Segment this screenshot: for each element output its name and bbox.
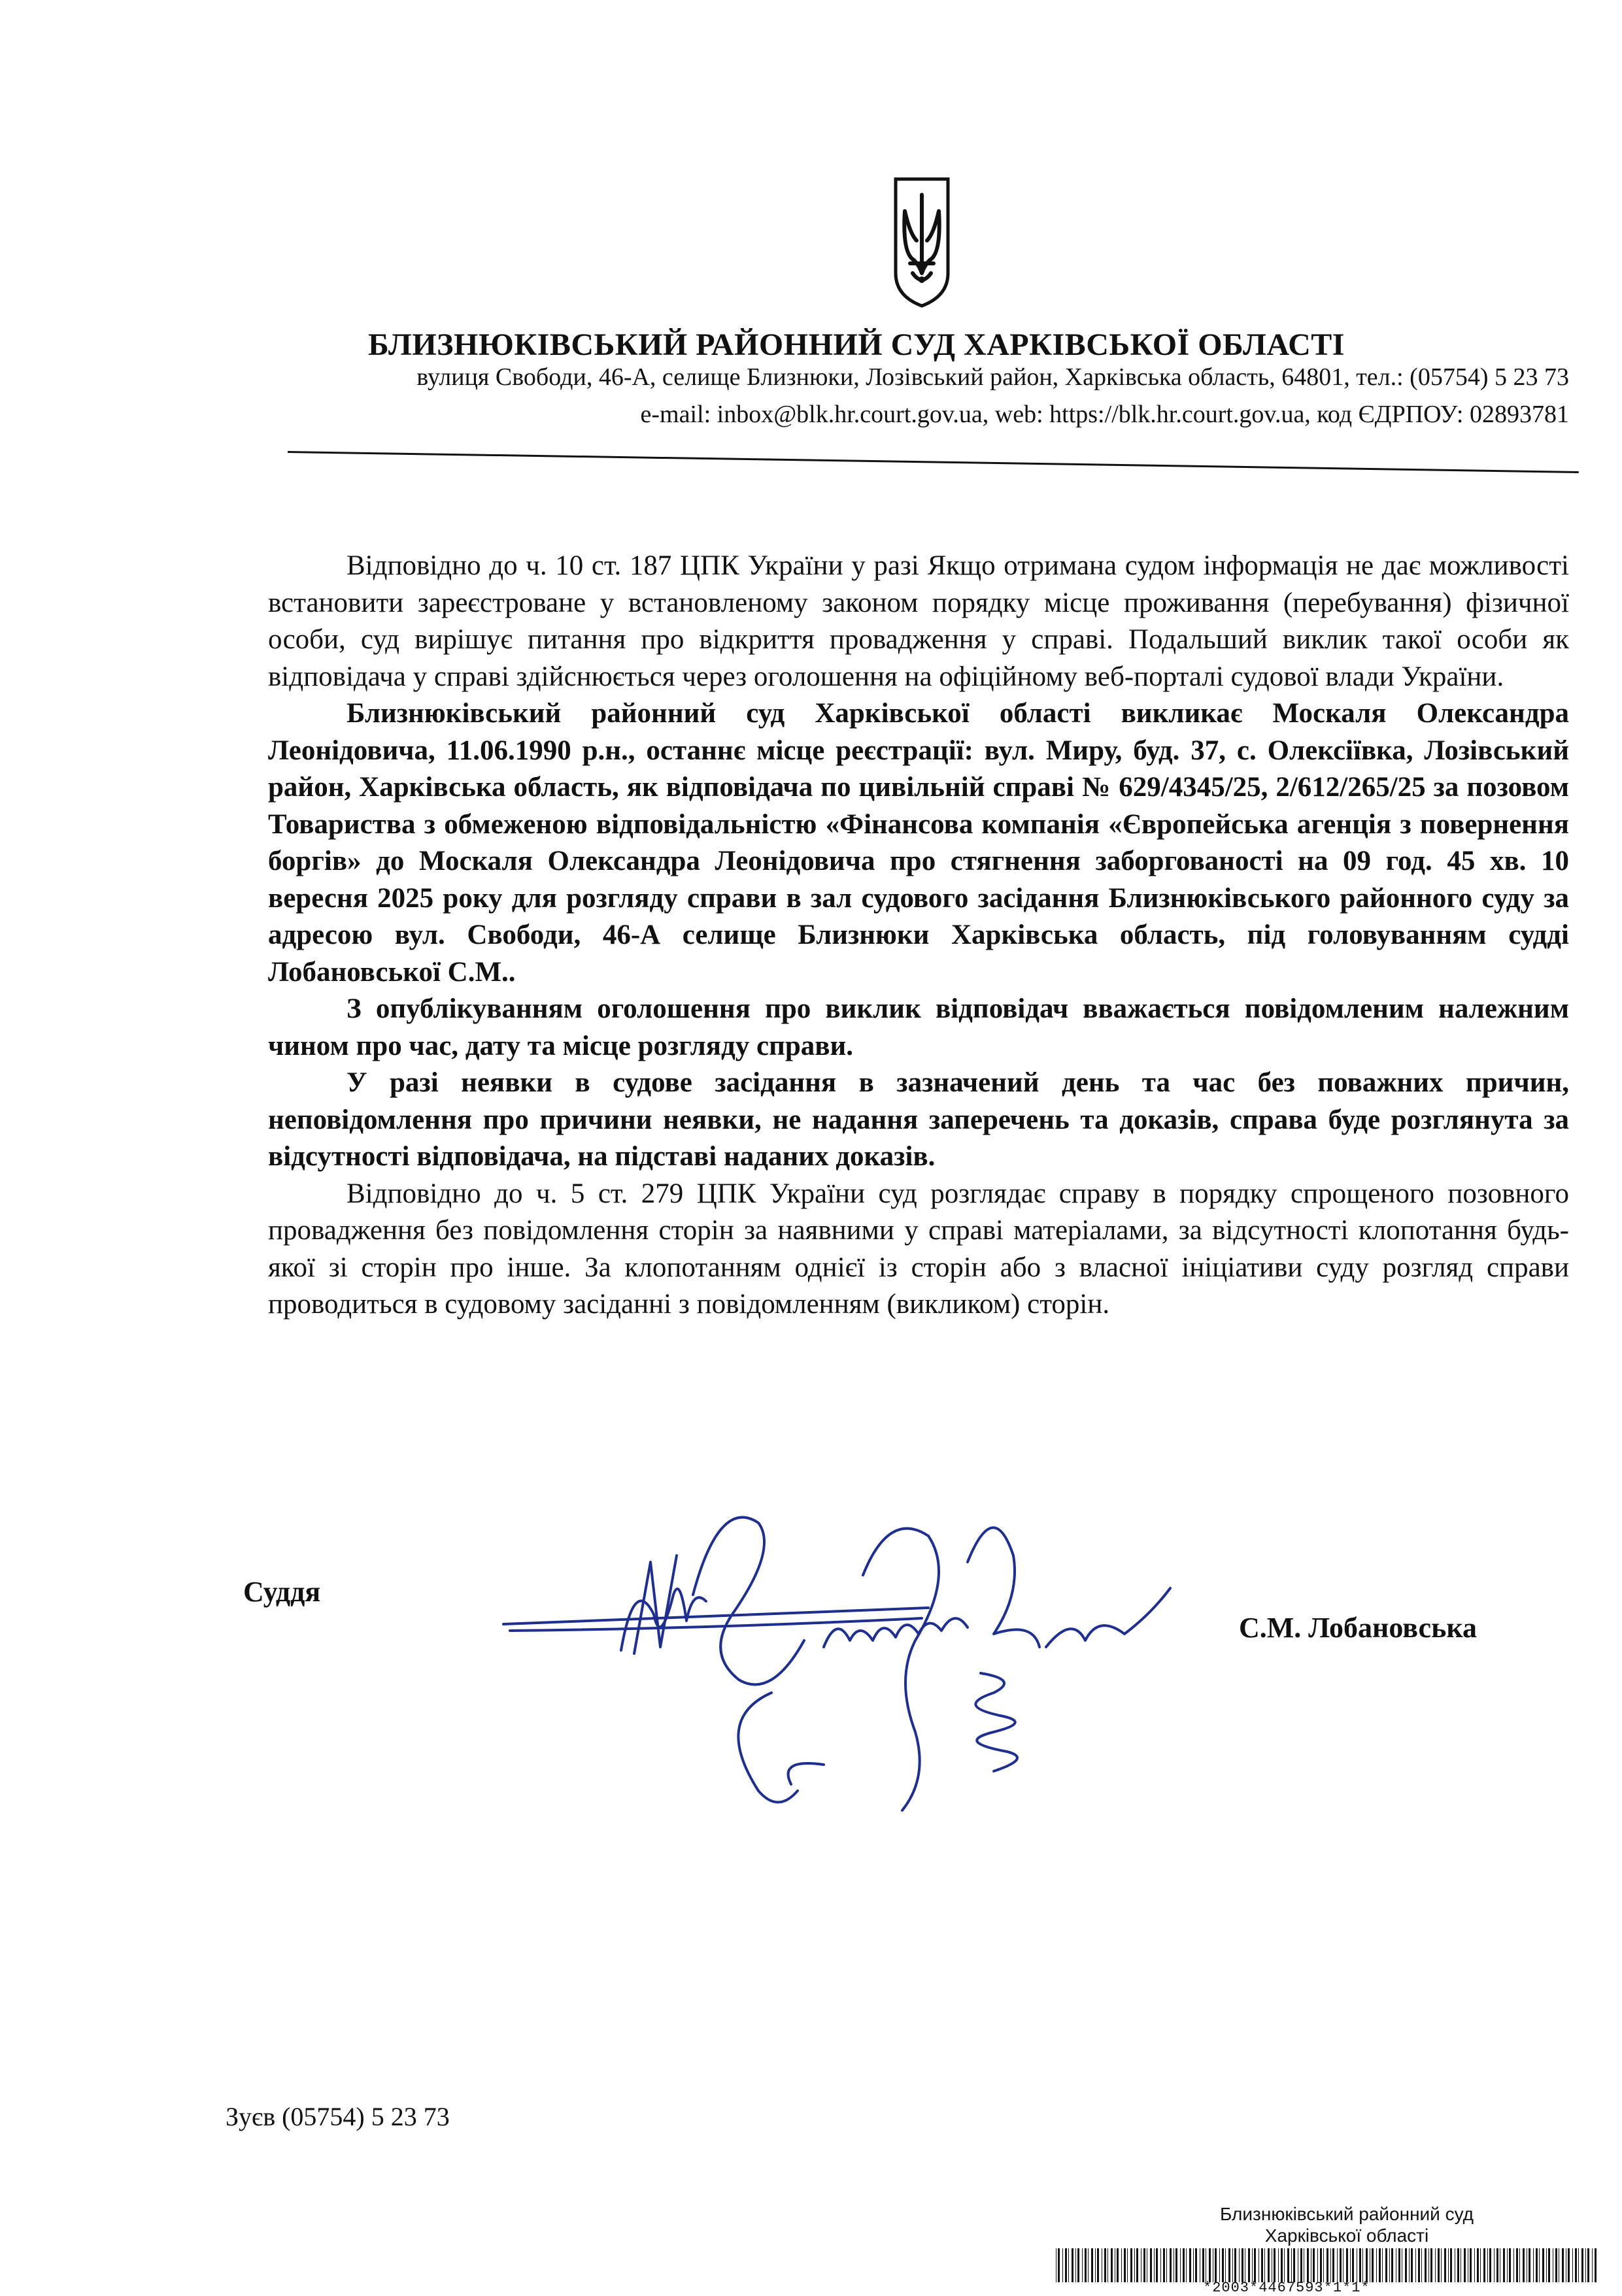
barcode-bar [1529, 2248, 1530, 2282]
barcode-bar [1592, 2248, 1593, 2282]
barcode-bar [1091, 2248, 1093, 2282]
judge-role: Суддя [243, 1576, 321, 1608]
barcode-bar [1127, 2248, 1128, 2282]
barcode-bar [1509, 2248, 1511, 2282]
barcode-bar [1097, 2248, 1099, 2282]
barcode-bar [1320, 2248, 1322, 2282]
barcode-bar [1065, 2248, 1067, 2282]
handwritten-signature [497, 1484, 1229, 1823]
barcode-bar [1523, 2248, 1525, 2282]
barcode-bar [1389, 2248, 1390, 2282]
barcode-bar [1317, 2248, 1318, 2282]
barcode-bar [1457, 2248, 1459, 2282]
barcode-bar [1077, 2248, 1079, 2282]
barcode-bar [1391, 2248, 1393, 2282]
notice-body [268, 548, 1569, 1323]
court-name: БЛИЗНЮКІВСЬКИЙ РАЙОННИЙ СУД ХАРКІВСЬКОЇ ОБЛАСТІ [368, 327, 1345, 362]
barcode-bar [1134, 2248, 1135, 2282]
barcode-bar [1232, 2248, 1233, 2282]
judge-name: С.М. Лобановська [1239, 1612, 1478, 1644]
barcode-bar [1418, 2248, 1420, 2282]
barcode-bar [1274, 2248, 1276, 2282]
barcode-bar [1143, 2248, 1145, 2282]
barcode-bar [1513, 2248, 1514, 2282]
barcode-bar [1474, 2248, 1475, 2282]
barcode-bar [1287, 2248, 1289, 2282]
barcode-bar [1095, 2248, 1096, 2282]
barcode-bar [1376, 2248, 1377, 2282]
paragraph-legal-basis: Відповідно до ч. 10 ст. 187 ЦПК України у разі Якщо отримана судом інформація не дає можливості встановити зареєстроване у встановленому законом порядку місце проживання (перебування) фізичної особи, суд вирішує питання про відкриття провадження у справі. Подальший виклик такої особи як відповідача у справі здійснюється через оголошення на офіційному веб-порталі судової влади України. [268, 550, 1569, 692]
barcode-bar [1085, 2248, 1087, 2282]
barcode-bar [1507, 2248, 1508, 2282]
barcode-bar [1170, 2248, 1172, 2282]
barcode-bar [1448, 2248, 1449, 2282]
barcode-bar [1193, 2248, 1194, 2282]
barcode-bar [1124, 2248, 1126, 2282]
paragraph-non-appearance: У разі неявки в судове засідання в зазначений день та час без поважних причин, неповідомлення про причини неявки, не надання заперечень та доказів, справа буде розглянута за відсутності відповідача, на підставі наданих доказів. [268, 1067, 1569, 1172]
barcode-bar [1587, 2248, 1589, 2282]
barcode-bar [1350, 2248, 1351, 2282]
court-address: вулиця Свободи, 46-А, селище Близнюки, Лозівський район, Харківська область, 64801, тел.: (05754) 5 23 73 [416, 363, 1569, 391]
barcode-bar [1575, 2248, 1577, 2282]
barcode-bar [1372, 2248, 1374, 2282]
barcode-bar [1300, 2248, 1302, 2282]
barcode-bar [1382, 2248, 1383, 2282]
barcode-bar [1572, 2248, 1573, 2282]
barcode-bar [1483, 2248, 1485, 2282]
barcode-bar [1359, 2248, 1361, 2282]
barcode-bar [1180, 2248, 1181, 2282]
paragraph-simplified-procedure: Відповідно до ч. 5 ст. 279 ЦПК України суд розглядає справу в порядку спрощеного позовного провадження без повідомлення сторін за наявними у справі матеріалами, за відсутності клопотання будь-якої зі сторін про інше. За клопотанням однієї із сторін або з власної ініціативи суду розгляд справи проводиться в судовому засіданні з повідомленням (викликом) сторін. [268, 1178, 1569, 1320]
barcode-bar [1379, 2248, 1381, 2282]
barcode-bar [1293, 2248, 1295, 2282]
barcode-bar [1160, 2248, 1161, 2282]
barcode-bar [1533, 2248, 1534, 2282]
barcode-bar [1242, 2248, 1243, 2282]
barcode-bar [1264, 2248, 1265, 2282]
barcode-bar [1337, 2248, 1338, 2282]
barcode-bar [1111, 2248, 1113, 2282]
barcode-bar [1323, 2248, 1324, 2282]
barcode-bar [1313, 2248, 1315, 2282]
barcode-bar [1415, 2248, 1416, 2282]
barcode-bar [1539, 2248, 1540, 2282]
barcode-bar [1444, 2248, 1446, 2282]
barcode-bar [1477, 2248, 1479, 2282]
barcode-bar [1082, 2248, 1083, 2282]
barcode-bar [1189, 2248, 1191, 2282]
barcode-bar [1425, 2248, 1427, 2282]
barcode-bar [1503, 2248, 1505, 2282]
barcode-bar [1430, 2248, 1432, 2282]
barcode-bar [1326, 2248, 1328, 2282]
barcode-bar [1239, 2248, 1240, 2282]
barcode-bar [1464, 2248, 1466, 2282]
barcode-bar [1075, 2248, 1076, 2282]
barcode-bar [1284, 2248, 1285, 2282]
barcode-bar [1332, 2248, 1334, 2282]
barcode-bar [1340, 2248, 1342, 2282]
barcode-bar [1154, 2248, 1155, 2282]
barcode-bar [1202, 2248, 1204, 2282]
court-contacts: e-mail: inbox@blk.hr.court.gov.ua, web: https://blk.hr.court.gov.ua, код ЄДРПОУ: 02893781 [640, 401, 1569, 428]
barcode-bar [1278, 2248, 1279, 2282]
barcode-bar [1163, 2248, 1165, 2282]
barcode-bar [1346, 2248, 1348, 2282]
barcode-bar [1072, 2248, 1073, 2282]
barcode-bar [1088, 2248, 1089, 2282]
barcode-bar [1405, 2248, 1407, 2282]
paragraph-notification: З опублікуванням оголошення про виклик відповідач вважається повідомленим належним чином про час, дату та місце розгляду справи. [268, 993, 1569, 1061]
barcode-bar [1441, 2248, 1442, 2282]
barcode-bar [1225, 2248, 1226, 2282]
header-divider [288, 451, 1579, 473]
barcode-bar [1385, 2248, 1387, 2282]
barcode-bar [1121, 2248, 1122, 2282]
trident-emblem-icon [890, 175, 953, 309]
barcode-bar [1487, 2248, 1488, 2282]
barcode-bar [1480, 2248, 1481, 2282]
barcode-bar [1281, 2248, 1283, 2282]
barcode-bar [1542, 2248, 1544, 2282]
barcode-bar [1595, 2248, 1597, 2282]
barcode-bar [1150, 2248, 1152, 2282]
barcode-bar [1536, 2248, 1538, 2282]
contact-phone: Зуєв (05754) 5 23 73 [226, 2102, 450, 2131]
barcode-bar [1555, 2248, 1557, 2282]
barcode-bar [1166, 2248, 1167, 2282]
barcode-bar [1104, 2248, 1106, 2282]
barcode-bar [1209, 2248, 1211, 2282]
barcode-bar [1352, 2248, 1354, 2282]
barcode-bar [1268, 2248, 1270, 2282]
barcode-bar [1252, 2248, 1253, 2282]
barcode-bar [1215, 2248, 1217, 2282]
registry-stamp-court: Близнюківський районний суд [1219, 2204, 1474, 2224]
barcode-bar [1117, 2248, 1119, 2282]
barcode-bar [1130, 2248, 1132, 2282]
barcode-bar [1136, 2248, 1138, 2282]
barcode-bar [1496, 2248, 1498, 2282]
barcode-bar [1435, 2248, 1436, 2282]
barcode-bar [1219, 2248, 1220, 2282]
barcode-bar [1248, 2248, 1250, 2282]
barcode-bar [1568, 2248, 1570, 2282]
barcode-bar [1307, 2248, 1309, 2282]
barcode-bar [1398, 2248, 1400, 2282]
barcode-bar [1234, 2248, 1236, 2282]
barcode-bar [1421, 2248, 1422, 2282]
barcode-bar [1228, 2248, 1230, 2282]
barcode-bar [1489, 2248, 1491, 2282]
barcode-bar [1519, 2248, 1520, 2282]
registry-stamp-region: Харківської області [1264, 2225, 1429, 2246]
barcode-bar [1581, 2248, 1583, 2282]
barcode-bar [1562, 2248, 1564, 2282]
barcode-bar [1409, 2248, 1410, 2282]
barcode-bar [1175, 2248, 1177, 2282]
barcode-bar [1362, 2248, 1363, 2282]
barcode-bar [1366, 2248, 1368, 2282]
barcode-bar [1107, 2248, 1108, 2282]
barcode-bar [1438, 2248, 1440, 2282]
barcode-bar [1222, 2248, 1224, 2282]
barcode-bar [1494, 2248, 1495, 2282]
barcode-bar [1068, 2248, 1069, 2282]
barcode-bar [1156, 2248, 1158, 2282]
barcode-number: *2003*4467593*1*1* [1203, 2280, 1370, 2296]
paragraph-summons: Близнюківський районний суд Харківської області викликає Москаля Олександра Леонідовича, 11.06.1990 р.н., останнє місце реєстрації: вул. Миру, буд. 37, с. Олексіївка, Лозівський район, Харківська область, як відповідача по цивільній справі № 629/4345/25, 2/612/265/25 за позовом Товариства з обмеженою відповідальністю «Фінансова компанія «Європейська агенція з повернення боргів» до Москаля Олександра Леонідовича про стягнення заборгованості на 09 год. 45 хв. 10 вересня 2025 року для розгляду справи в зал судового засідання Близнюківського районного суду за адресою вул. Свободи, 46-А селище Близнюки Харківська область, під головуванням судді Лобановської С.М.. [268, 698, 1569, 988]
barcode-bar [1195, 2248, 1197, 2282]
barcode-bar [1291, 2248, 1292, 2282]
barcode-bar [1470, 2248, 1472, 2282]
barcode-bar [1428, 2248, 1429, 2282]
barcode-bar [1254, 2248, 1256, 2282]
barcode-bar [1330, 2248, 1331, 2282]
barcode-bar [1058, 2248, 1060, 2282]
barcode-bar [1578, 2248, 1579, 2282]
barcode-bar [1548, 2248, 1550, 2282]
barcode-bar [1585, 2248, 1586, 2282]
barcode-bar [1450, 2248, 1452, 2282]
barcode-bar [1516, 2248, 1518, 2282]
barcode-bar [1261, 2248, 1263, 2282]
barcode-bar [1183, 2248, 1185, 2282]
document-barcode [1056, 2248, 1598, 2282]
barcode-bar [1062, 2248, 1063, 2282]
barcode-bar [1186, 2248, 1187, 2282]
barcode-bar [1411, 2248, 1413, 2282]
barcode-bar [1546, 2248, 1547, 2282]
